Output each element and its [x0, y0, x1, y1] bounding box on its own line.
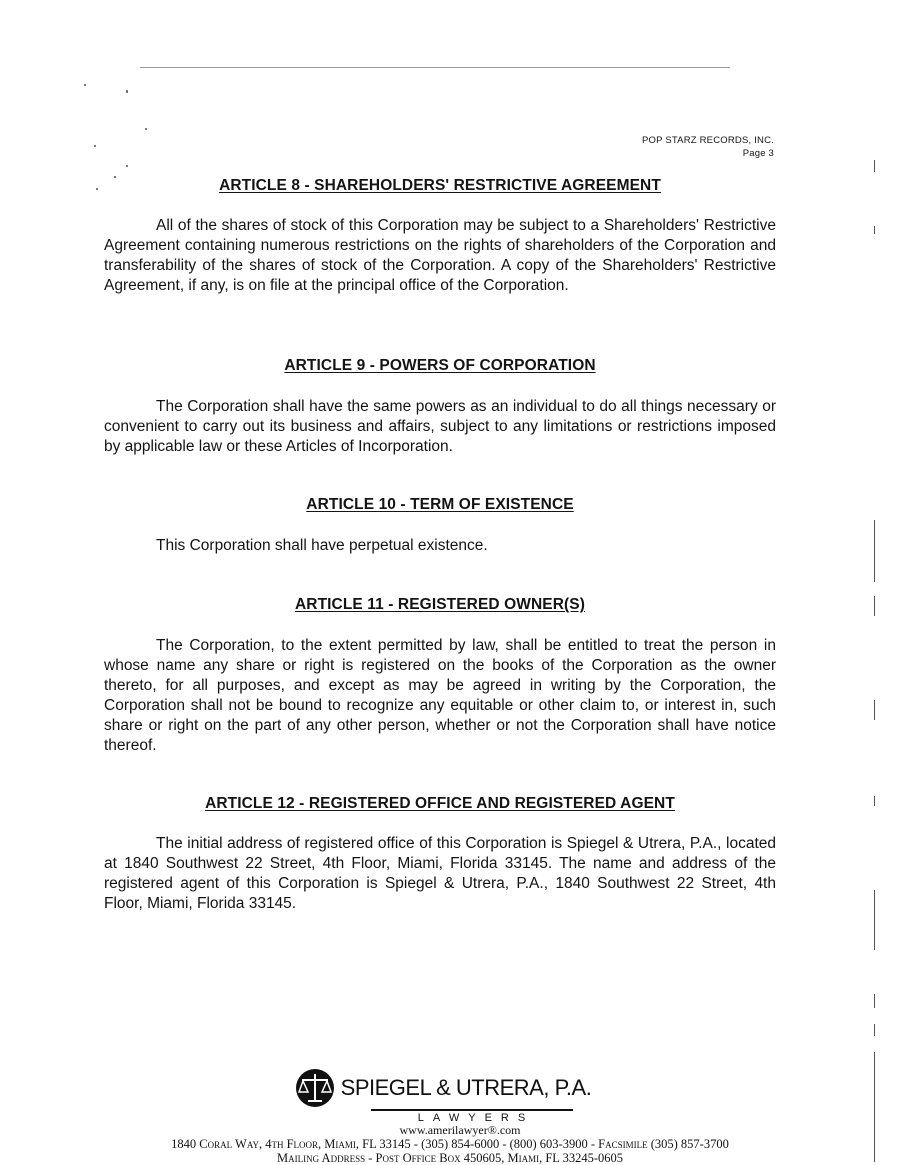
scan-edge-mark: [874, 700, 875, 720]
scan-speck: [84, 84, 86, 86]
scan-speck: [126, 90, 128, 93]
scan-edge-mark: [874, 1024, 875, 1036]
firm-website: www.amerilawyer®.com: [399, 1123, 521, 1137]
page-header: [642, 134, 774, 160]
article-11-body: The Corporation, to the extent permitted by law, shall be entitled to treat the person in whose name any share or right is registered on the books of the Corporation as the owner thereto, for all purposes, and except as may be agreed in writing by the Corporation, the Corporation shall not be bound to recognize any equitable or other claim to, or interest in, such share or right on the part of any other person, whether or not the Corporation shall have notice thereof.: [104, 637, 776, 754]
article-12-body: The initial address of registered office of this Corporation is Spiegel & Utrera, P.A., located at 1840 Southwest 22 Street, 4th Floor, Miami, Florida 33145. The name and address of the registered agent of this Corporation is Spiegel & Utrera, P.A., 1840 Southwest 22 Street, 4th Floor, Miami, Florida 33145.: [104, 835, 776, 912]
scales-of-justice-icon: [295, 1068, 335, 1108]
firm-logo-row: [0, 1068, 900, 1108]
firm-address: 1840 Coral Way, 4th Floor, Miami, FL 33145 - (305) 854-6000 - (800) 603-3900 - Facsimile (305) 857-3700: [171, 1137, 729, 1151]
article-8-heading: ARTICLE 8 - SHAREHOLDERS' RESTRICTIVE AGREEMENT: [219, 177, 661, 194]
article-9-heading: ARTICLE 9 - POWERS OF CORPORATION: [284, 357, 596, 374]
scan-edge-mark: [874, 160, 875, 172]
company-name: POP STARZ RECORDS, INC.: [642, 135, 774, 146]
scan-top-rule: [140, 67, 730, 68]
article-10-body: This Corporation shall have perpetual existence.: [156, 537, 488, 554]
page-number: Page 3: [742, 148, 774, 159]
article-9-body: The Corporation shall have the same powers as an individual to do all things necessary or convenient to carry out its business and affairs, subject to any limitations or restrictions imposed by applicable law or these Articles of Incorporation.: [104, 398, 776, 455]
firm-name-rule: [371, 1109, 573, 1111]
scan-edge-mark: [874, 520, 875, 582]
scan-speck: [94, 145, 96, 147]
firm-mailing-address: Mailing Address - Post Office Box 450605, Miami, FL 33245-0605: [277, 1151, 623, 1165]
article-10-heading: ARTICLE 10 - TERM OF EXISTENCE: [306, 496, 574, 513]
article-8-body: All of the shares of stock of this Corporation may be subject to a Shareholders' Restrictive Agreement containing numerous restrictions on the rights of shareholders of the Corporation and transferability of the shares of stock of the Corporation. A copy of the Shareholders' Restrictive Agreement, if any, is on file at the principal office of the Corporation.: [104, 217, 776, 294]
article-11-heading: ARTICLE 11 - REGISTERED OWNER(S): [295, 596, 585, 613]
scan-edge-mark: [874, 890, 875, 950]
scan-speck: [126, 165, 128, 167]
article-12-heading: ARTICLE 12 - REGISTERED OFFICE AND REGISTERED AGENT: [205, 795, 675, 812]
firm-subtitle: LAWYERS: [417, 1112, 535, 1124]
scan-speck: [145, 128, 147, 130]
scan-edge-mark: [874, 994, 875, 1008]
scan-edge-mark: [874, 226, 875, 234]
firm-name: SPIEGEL & UTRERA, P.A.: [340, 1075, 592, 1100]
firm-letterhead: [0, 1068, 900, 1165]
